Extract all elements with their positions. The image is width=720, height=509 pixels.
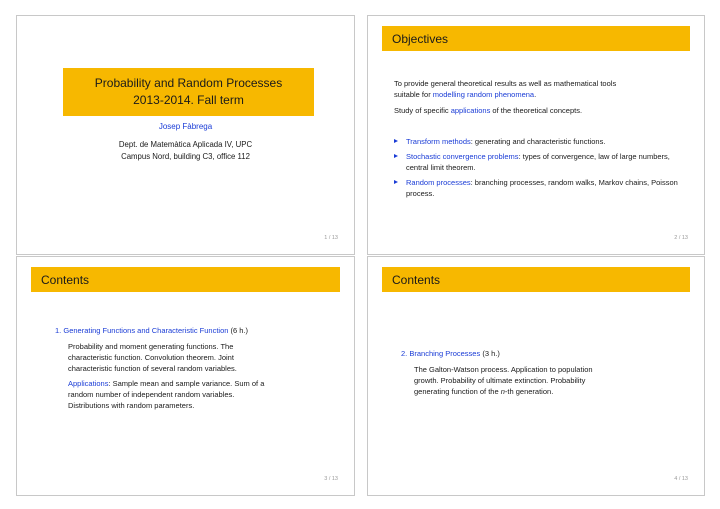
author-name: Josep Fàbrega: [158, 122, 213, 131]
math-variable: n: [500, 387, 505, 396]
highlight-text: Stochastic convergence problems: [406, 152, 519, 161]
slide-2: [367, 15, 705, 255]
affiliation-department: Dept. de Matemàtica Aplicada IV, UPC: [118, 140, 253, 149]
highlight-text: Random processes: [406, 178, 471, 187]
list-item-text: : types of convergence, law of large numbers, central limit theorem.: [406, 152, 670, 172]
slide-3: [16, 256, 355, 496]
highlight-text: Transform methods: [406, 137, 471, 146]
highlight-text: modelling random phenomena: [432, 90, 535, 99]
list-item: [394, 136, 690, 147]
page-number: 2 / 13: [674, 235, 688, 241]
slide-title: Contents: [392, 272, 441, 287]
item-hours: (3 h.): [480, 349, 500, 358]
bullet-triangle-icon: [394, 139, 398, 143]
body-paragraph: [414, 364, 614, 397]
list-item: [394, 177, 690, 199]
applications-paragraph: [394, 105, 690, 116]
paragraph-text: Study of specific: [394, 106, 451, 115]
highlight-text: Branching Processes: [409, 349, 481, 358]
contents-item-heading: [401, 348, 500, 359]
item-number: 2.: [401, 349, 408, 358]
page-number: 4 / 13: [674, 476, 688, 482]
slide-title: Objectives: [392, 31, 449, 46]
affiliation-office: Campus Nord, building C3, office 112: [121, 152, 250, 161]
contents-item-body: [414, 364, 614, 401]
paragraph-text: of the theoretical concepts.: [490, 106, 583, 115]
list-item-text: : generating and characteristic functions.: [470, 137, 606, 146]
bullet-triangle-icon: [394, 154, 398, 158]
bullet-triangle-icon: [394, 180, 398, 184]
objectives-list: [394, 136, 690, 203]
paragraph-text: The Galton-Watson process. Application to population growth. Probability of ultimate extinction. Probability generating function of the: [414, 365, 593, 396]
paragraph-text: : Sample mean and sample variance. Sum of a random number of independent random variables. Distributions with random parameters.: [68, 379, 265, 410]
highlight-text: Generating Functions and Characteristic Function: [63, 326, 229, 335]
slide-title-bar: [382, 26, 690, 51]
contents-item-heading: [55, 325, 248, 336]
list-item: [394, 151, 690, 173]
item-number: 1.: [55, 326, 62, 335]
body-paragraph: [68, 378, 268, 411]
paragraph-text: -th generation.: [504, 387, 554, 396]
list-item-text: : branching processes, random walks, Markov chains, Poisson process.: [406, 178, 678, 198]
title-box: [63, 68, 314, 116]
page-number: 3 / 13: [324, 476, 338, 482]
slide-title-bar: [31, 267, 340, 292]
objectives-paragraph: [394, 78, 690, 100]
contents-item-body: [68, 341, 268, 415]
slide-4: [367, 256, 705, 496]
paragraph-text: To provide general theoretical results as well as mathematical tools: [394, 79, 617, 88]
presentation-title: Probability and Random Processes: [94, 76, 283, 90]
slide-1: [16, 15, 355, 255]
highlight-text: applications: [450, 106, 491, 115]
paragraph-text: .: [534, 90, 537, 99]
slide-title: Contents: [41, 272, 90, 287]
slide-title-bar: [382, 267, 690, 292]
affiliation: [17, 139, 354, 163]
page-number: 1 / 13: [324, 235, 338, 241]
paragraph-text: suitable for: [394, 90, 433, 99]
item-hours: (6 h.): [228, 326, 249, 335]
body-paragraph: Probability and moment generating functions. The characteristic function. Convolution theorem. Joint characteristic function of several random variables.: [68, 342, 237, 373]
highlight-text: Applications: [68, 379, 109, 388]
presentation-term: 2013-2014. Fall term: [133, 93, 244, 107]
